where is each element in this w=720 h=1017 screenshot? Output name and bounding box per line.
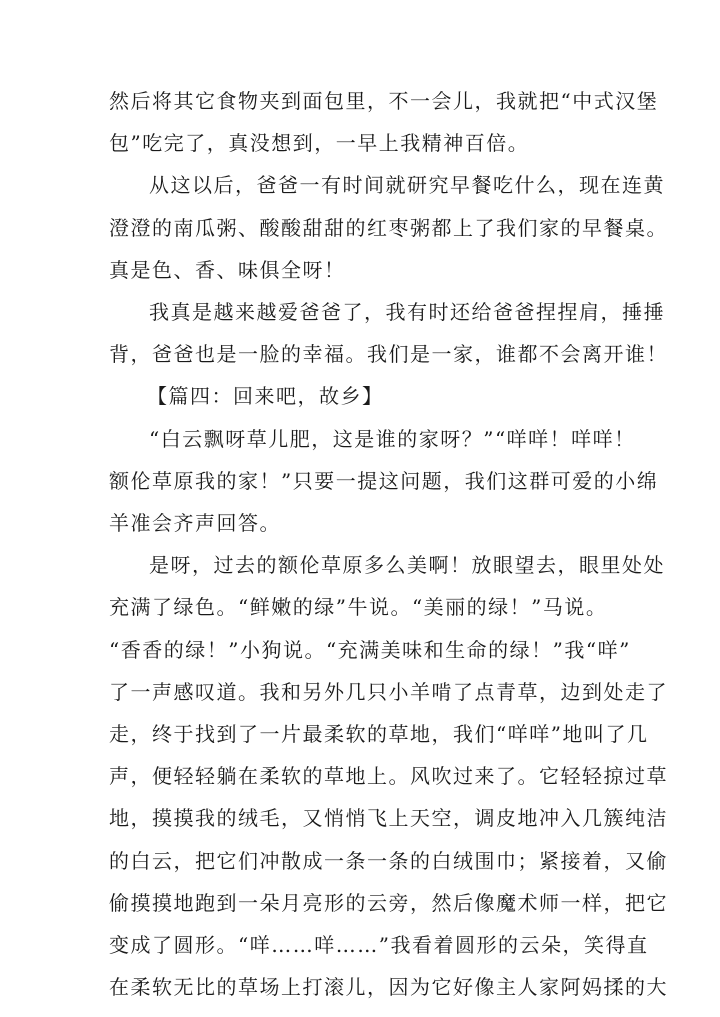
text-line: 然后将其它食物夹到面包里，不一会儿，我就把“中式汉堡 xyxy=(109,89,659,113)
text-line: 充满了绿色。“鲜嫩的绿”牛说。“美丽的绿！”马说。 xyxy=(109,595,608,620)
text-line: 了一声感叹道。我和另外几只小羊啃了点青草，边到处走了 xyxy=(109,679,668,704)
text-line: 走，终于找到了一片最柔软的草地，我们“咩咩”地叫了几 xyxy=(109,722,649,746)
paragraph-start-line: “白云飘呀草儿肥，这是谁的家呀？”“咩咩！咩咩！ xyxy=(149,426,636,451)
text-line: 偷摸摸地跑到一朵月亮形的云旁，然后像魔术师一样，把它 xyxy=(109,890,668,915)
text-line: “香香的绿！”小狗说。“充满美味和生命的绿！”我“咩” xyxy=(109,637,631,662)
text-line: 额伦草原我的家！”只要一提这问题，我们这群可爱的小绵 xyxy=(109,468,659,493)
paragraph-start-line: 从这以后，爸爸一有时间就研究早餐吃什么，现在连黄 xyxy=(149,173,665,198)
text-line: 在柔软无比的草场上打滚儿，因为它好像主人家阿妈揉的大 xyxy=(109,975,668,1000)
text-line: 真是色、香、味俱全呀！ xyxy=(109,257,346,282)
paragraph-start-line: 是呀，过去的额伦草原多么美啊！放眼望去，眼里处处 xyxy=(149,553,665,578)
text-line: 的白云，把它们冲散成一条一条的白绒围巾；紧接着，又偷 xyxy=(109,848,668,873)
paragraph-start-line: 我真是越来越爱爸爸了，我有时还给爸爸捏捏肩，捶捶 xyxy=(149,300,665,324)
text-line: 包”吃完了，真没想到，一早上我精神百倍。 xyxy=(109,131,530,156)
text-line: 地，摸摸我的绒毛，又悄悄飞上天空，调皮地冲入几簇纯洁 xyxy=(109,806,668,831)
text-line: 声，便轻轻躺在柔软的草地上。风吹过来了。它轻轻掠过草 xyxy=(109,764,668,789)
text-line: 澄澄的南瓜粥、酸酸甜甜的红枣粥都上了我们家的早餐桌。 xyxy=(109,215,668,240)
text-line: 背，爸爸也是一脸的幸福。我们是一家，谁都不会离开谁！ xyxy=(109,342,668,367)
text-line: 羊准会齐声回答。 xyxy=(109,511,281,535)
section-heading: 【篇四：回来吧，故乡】 xyxy=(147,384,384,409)
text-line: 变成了圆形。“咩……咩……”我看着圆形的云朵，笑得直 xyxy=(109,933,649,957)
